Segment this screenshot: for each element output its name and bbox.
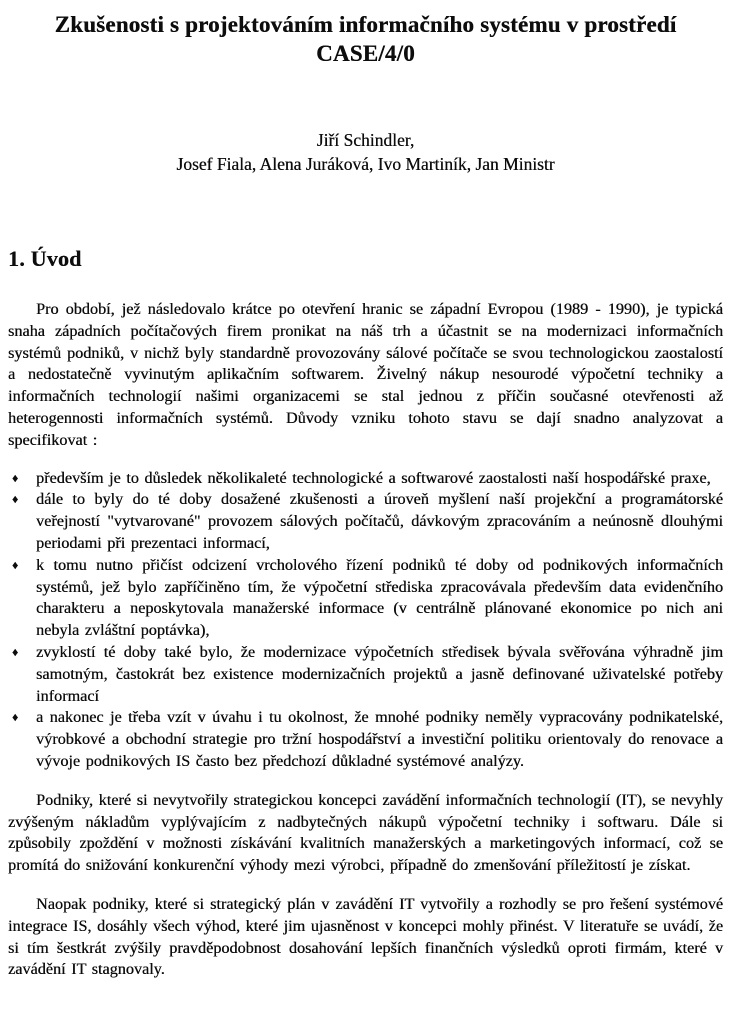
diamond-bullet-icon: ♦	[12, 644, 19, 659]
intro-paragraph-1: Pro období, jež následovalo krátce po otevření hranic se západní Evropou (1989 - 1990), je typická snaha západních počítačových firem pronikat na náš trh a účastnit se na modernizaci informačních systémů podniků, v nichž byly standardně provozovány sálové počítače se svou technologickou zaostalostí a nedostatečně vyvinutým aplikačním softwarem. Živelný nákup nesourodé výpočetní techniky a informačních technologií našimi organizacemi se stal jednou z příčin současné otevřenosti až heterogennosti informačních systémů. Důvody vzniku tohoto stavu se dají snadno analyzovat a specifikovat :	[8, 300, 723, 449]
list-item	[10, 468, 723, 490]
diamond-bullet-icon: ♦	[12, 492, 19, 507]
paper-title-line-1: Zkušenosti s projektováním informačního systému v prostředí	[54, 12, 677, 37]
list-item-text: dále to byly do té doby dosažené zkušenosti a úroveň myšlení naší projekční a programátorské veřejností "vytvarované" provozem sálových počítačů, dávkovým zpracováním a neúnosně dlouhými periodami při prezentaci informací,	[36, 490, 723, 552]
paper-title-line-2: CASE/4/0	[316, 41, 415, 66]
paper-title	[8, 10, 723, 68]
list-item	[10, 707, 723, 772]
intro-paragraph-2: Podniky, které si nevytvořily strategickou koncepci zavádění informačních technologií (IT), se nevyhly zvýšeným nákladům vyplývajícím z nadbytečných nákupů výpočetní techniky i softwaru. Dále si způsobily zpoždění v možnosti získávání kvalitních manažerských a marketingových informací, což se promítá do snižování konkurenční výhody mezi výrobci, případně do zmenšování příležitostí je získat.	[8, 790, 723, 875]
authors-block	[8, 128, 723, 176]
list-item	[10, 489, 723, 554]
list-item-text: k tomu nutno přičíst odcizení vrcholového řízení podniků té doby od podnikových informačních systémů, jež bylo zapříčiněno tím, že výpočetní střediska zpracovávala především data evidenčního charakteru a neposkytovala manažerské informace (v centrálně plánované ekonomice po nich ani nebyla zvláštní poptávka),	[36, 555, 723, 640]
list-item-text: a nakonec je třeba vzít v úvahu i tu okolnost, že mnohé podniky neměly vypracovány podnikatelské, výrobkové a obchodní strategie pro tržní hospodářství a investiční politiku orientovaly do renovace a vývoje podnikových IS často bez předchozí důkladné systémové analýzy.	[36, 708, 723, 770]
list-item-text: zvyklostí té doby také bylo, že modernizace výpočetních středisek bývala svěřována výhradně jim samotným, častokrát bez existence modernizačních projektů a jasně definované uživatelské potřeby informací	[36, 642, 723, 705]
authors-line-2: Josef Fiala, Alena Juráková, Ivo Martiník, Jan Ministr	[176, 154, 555, 174]
diamond-bullet-icon: ♦	[12, 557, 19, 572]
reasons-bullet-list	[8, 468, 723, 773]
list-item	[10, 555, 723, 642]
diamond-bullet-icon: ♦	[12, 470, 19, 485]
list-item-text: především je to důsledek několikaleté technologické a softwarové zaostalosti naší hospodářské praxe,	[36, 468, 711, 487]
section-heading-uvod: 1. Úvod	[8, 246, 82, 271]
diamond-bullet-icon: ♦	[12, 710, 19, 725]
intro-paragraph-3: Naopak podniky, které si strategický plán v zavádění IT vytvořily a rozhodly se pro řešení systémové integrace IS, dosáhly všech výhod, které jim ujasněnost v koncepci mohly přinést. V literatuře se uvádí, že si tím šestkrát zvýšily pravděpodobnost dosahování lepších finančních výsledků oproti firmám, které v zavádění IT stagnovaly.	[8, 894, 723, 979]
authors-line-1: Jiří Schindler,	[316, 130, 415, 150]
list-item	[10, 642, 723, 707]
